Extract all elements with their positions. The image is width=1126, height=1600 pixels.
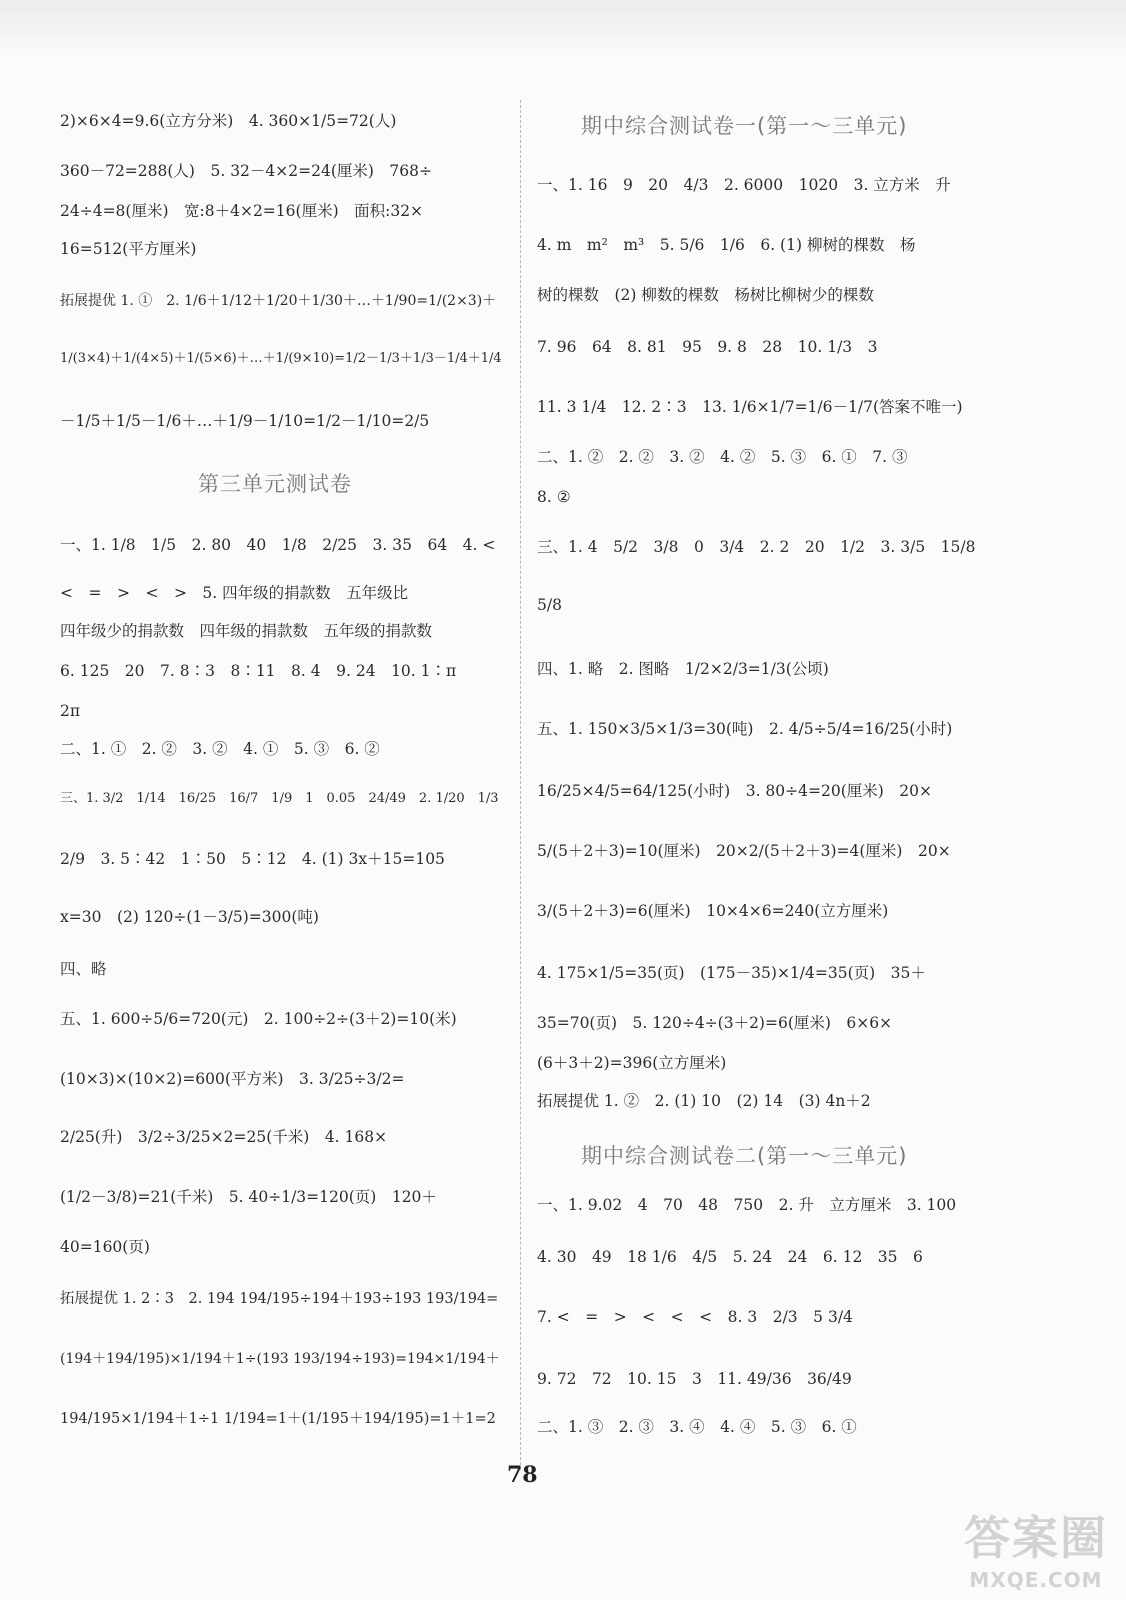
answer-line: 9. 72 72 10. 15 3 11. 49/36 36/49 bbox=[537, 1370, 852, 1388]
answer-line: 5/(5＋2＋3)=10(厘米) 20×2/(5＋2＋3)=4(厘米) 20× bbox=[537, 842, 951, 860]
answer-line: 一、1. 9.02 4 70 48 750 2. 升 立方厘米 3. 100 bbox=[537, 1196, 957, 1214]
answer-line: 二、1. ② 2. ② 3. ② 4. ② 5. ③ 6. ① 7. ③ bbox=[537, 448, 908, 466]
watermark-logo-text: 答案圈 bbox=[964, 1511, 1108, 1565]
answer-line: 16=512(平方厘米) bbox=[60, 240, 197, 258]
answer-line: 三、1. 3/2 1/14 16/25 16/7 1/9 1 0.05 24/49 2. 1/20 1/3 bbox=[60, 791, 499, 806]
answer-line: 四、1. 略 2. 图略 1/2×2/3=1/3(公顷) bbox=[537, 660, 829, 678]
answer-line: 35=70(页) 5. 120÷4÷(3＋2)=6(厘米) 6×6× bbox=[537, 1014, 893, 1032]
answer-line: (10×3)×(10×2)=600(平方米) 3. 3/25÷3/2= bbox=[60, 1070, 405, 1088]
answer-line: (6＋3＋2)=396(立方厘米) bbox=[537, 1054, 727, 1072]
answer-line: 7. 96 64 8. 81 95 9. 8 28 10. 1/3 3 bbox=[537, 338, 878, 356]
page-number: 78 bbox=[507, 1462, 538, 1488]
answer-line: 40=160(页) bbox=[60, 1238, 150, 1256]
answer-line: 拓展提优 1. ① 2. 1/6＋1/12＋1/20＋1/30＋…＋1/90=1/(2×3)＋ bbox=[60, 293, 497, 309]
section-title: 期中综合测试卷一(第一～三单元) bbox=[581, 114, 908, 138]
answer-line: 4. 175×1/5=35(页) (175－35)×1/4=35(页) 35＋ bbox=[537, 964, 926, 982]
answer-line: 6. 125 20 7. 8∶3 8∶11 8. 4 9. 24 10. 1∶π bbox=[60, 662, 457, 680]
section-title: 第三单元测试卷 bbox=[198, 472, 352, 496]
answer-line: 拓展提优 1. 2∶3 2. 194 194/195÷194＋193÷193 193/194= bbox=[60, 1291, 499, 1307]
answer-line: x=30 (2) 120÷(1－3/5)=300(吨) bbox=[60, 908, 319, 926]
answer-line: 四、略 bbox=[60, 960, 107, 978]
section-title: 期中综合测试卷二(第一～三单元) bbox=[581, 1144, 908, 1168]
answer-line: 4. m m² m³ 5. 5/6 1/6 6. (1) 柳树的棵数 杨 bbox=[537, 236, 916, 254]
answer-line: 5/8 bbox=[537, 596, 562, 614]
answer-line: (194＋194/195)×1/194＋1÷(193 193/194÷193)=194×1/194＋ bbox=[60, 1351, 500, 1367]
answer-line: 一、1. 16 9 20 4/3 2. 6000 1020 3. 立方米 升 bbox=[537, 176, 951, 194]
answer-line: 树的棵数 (2) 柳数的棵数 杨树比柳树少的棵数 bbox=[537, 286, 874, 304]
answer-line: 五、1. 150×3/5×1/3=30(吨) 2. 4/5÷5/4=16/25(小时) bbox=[537, 720, 953, 738]
answer-line: 2/9 3. 5∶42 1∶50 5∶12 4. (1) 3x＋15=105 bbox=[60, 850, 445, 868]
answer-line: (1/2－3/8)=21(千米) 5. 40÷1/3=120(页) 120＋ bbox=[60, 1188, 437, 1206]
answer-line: 四年级少的捐款数 四年级的捐款数 五年级的捐款数 bbox=[60, 622, 433, 640]
answer-line: 16/25×4/5=64/125(小时) 3. 80÷4=20(厘米) 20× bbox=[537, 782, 933, 800]
answer-line: 11. 3 1/4 12. 2∶3 13. 1/6×1/7=1/6－1/7(答案不唯一) bbox=[537, 398, 963, 416]
site-watermark bbox=[964, 1502, 1108, 1592]
answer-line: 4. 30 49 18 1/6 4/5 5. 24 24 6. 12 35 6 bbox=[537, 1248, 923, 1266]
answer-line: 7. < = > < < < 8. 3 2/3 5 3/4 bbox=[537, 1308, 853, 1326]
answer-line: 2)×6×4=9.6(立方分米) 4. 360×1/5=72(人) bbox=[60, 112, 397, 130]
answer-line: 三、1. 4 5/2 3/8 0 3/4 2. 2 20 1/2 3. 3/5 15/8 bbox=[537, 538, 976, 556]
answer-line: 3/(5＋2＋3)=6(厘米) 10×4×6=240(立方厘米) bbox=[537, 902, 889, 920]
answer-line: 一、1. 1/8 1/5 2. 80 40 1/8 2/25 3. 35 64 4. < bbox=[60, 536, 496, 554]
answer-line: 二、1. ① 2. ② 3. ② 4. ① 5. ③ 6. ② bbox=[60, 740, 380, 758]
answer-line: 24÷4=8(厘米) 宽:8＋4×2=16(厘米) 面积:32× bbox=[60, 202, 424, 220]
answer-line: 1/(3×4)＋1/(4×5)＋1/(5×6)＋…＋1/(9×10)=1/2－1/3＋1/3－1/4＋1/4 bbox=[60, 351, 502, 366]
watermark-url: MXQE.COM bbox=[969, 1568, 1103, 1592]
answer-line: 五、1. 600÷5/6=720(元) 2. 100÷2÷(3＋2)=10(米) bbox=[60, 1010, 457, 1028]
answer-line: 194/195×1/194＋1÷1 1/194=1＋(1/195＋194/195)=1＋1=2 bbox=[60, 1411, 496, 1427]
scan-top-band bbox=[0, 0, 1126, 60]
answer-line: 拓展提优 1. ② 2. (1) 10 (2) 14 (3) 4n＋2 bbox=[537, 1092, 871, 1110]
answer-line: 2π bbox=[60, 702, 81, 720]
answer-line: 2/25(升) 3/2÷3/25×2=25(千米) 4. 168× bbox=[60, 1128, 388, 1146]
answer-line: 二、1. ③ 2. ③ 3. ④ 4. ④ 5. ③ 6. ① bbox=[537, 1418, 857, 1436]
answer-line: 360－72=288(人) 5. 32－4×2=24(厘米) 768÷ bbox=[60, 162, 433, 180]
answer-line: < = > < > 5. 四年级的捐款数 五年级比 bbox=[60, 584, 409, 602]
answer-line: 8. ② bbox=[537, 488, 571, 506]
answer-line: －1/5＋1/5－1/6＋…＋1/9－1/10=1/2－1/10=2/5 bbox=[60, 412, 430, 430]
column-divider bbox=[520, 100, 521, 1470]
